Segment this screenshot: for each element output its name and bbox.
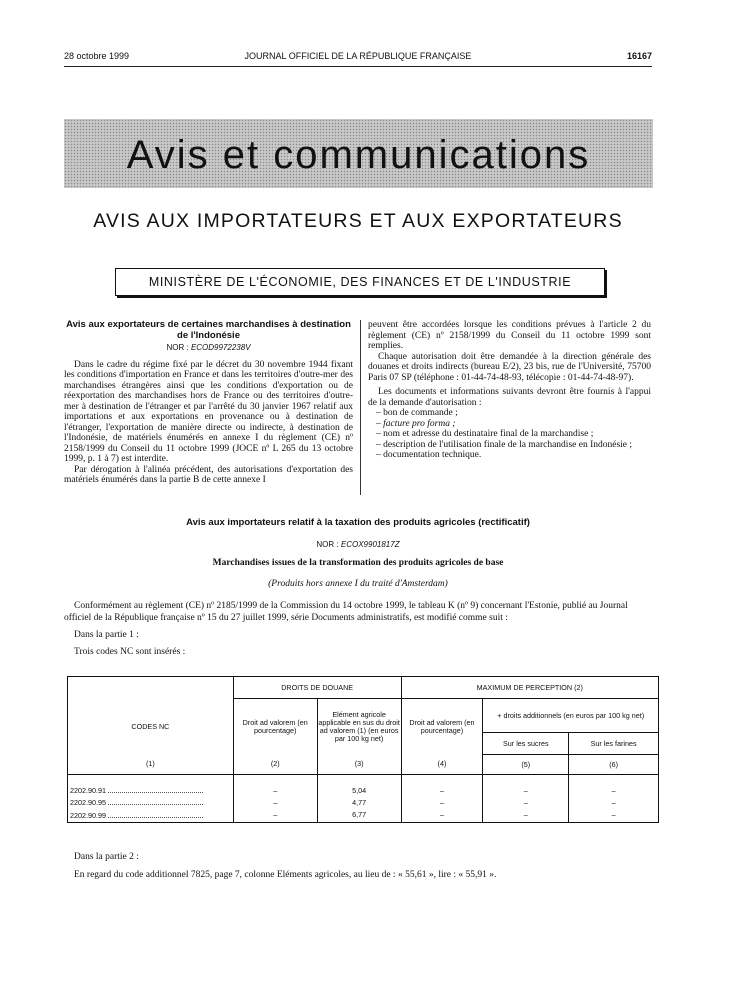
col-number: (5) [483, 755, 569, 775]
notice1-paragraph: Dans le cadre du régime fixé par le décret du 30 novembre 1944 fixant les conditions d'importation en France et dans les territoires d'outre-mer des marchandises étrangères ainsi que les conditions d'exportation ou de réexportation des marchandises hors de France ou des territoires d'outre-mer à destination de l'étranger et par l'arrêté du 30 janvier 1967 relatif aux importations et aux exportations en provenance ou à destination de l'étranger, l'exportation de manière directe ou indirecte, à destination de l'Indonésie, de matériels énumérés en annexe I du règlement (CE) nº 2158/1999 du Conseil du 11 octobre 1999 (JOCE nº L 265 du 13 octobre 1999, p. 1 à 7) est interdite. [64, 359, 353, 464]
notice1-paragraph: Par dérogation à l'alinéa précédent, des autorisations d'exportation des matériels énumérés dans la partie B de cette annexe I [64, 464, 353, 485]
notice1-paragraph: peuvent être accordées lorsque les conditions prévues à l'article 2 du règlement (CE) nº 2158/1999 du Conseil du 11 octobre 1999 sont remplies. [368, 320, 651, 351]
notice2-paragraph: Conformément au règlement (CE) nº 2185/1999 de la Commission du 14 octobre 1999, le tableau K (nº 9) concernant l'Estonie, publié au Journal officiel de la République française nº 15 du 27 juillet 1999, série Documents administratifs, est modifié comme suit : [64, 600, 628, 623]
documents-list [368, 408, 651, 461]
list-item: – nom et adresse du destinataire final de la marchandise ; [376, 429, 594, 439]
col-header-codes-spacer [68, 733, 234, 755]
notice2-nor [64, 539, 652, 550]
table-row [68, 809, 659, 823]
notice2-paragraph: Trois codes NC sont insérés : [74, 646, 186, 657]
cell: – [233, 785, 317, 797]
notice2-paragraph: En regard du code additionnel 7825, page 7, colonne Eléments agricoles, au lieu de : « 55,61 », lire : « 55,91 ». [74, 870, 497, 880]
cell: – [401, 785, 483, 797]
col-header-sucres: Sur les sucres [483, 733, 569, 755]
col-number: (2) [233, 755, 317, 775]
notice2 [64, 518, 652, 658]
section-banner [64, 119, 653, 188]
cell: – [569, 785, 659, 797]
cell: – [233, 809, 317, 823]
notice1-nor-code: ECOD9972238V [190, 343, 251, 352]
col-group-droits: DROITS DE DOUANE [233, 677, 401, 699]
header-page-number: 16167 [626, 51, 652, 61]
notice2-paragraph: Dans la partie 2 : [74, 852, 139, 862]
notice2-footer [64, 848, 652, 884]
header-date: 28 octobre 1999 [64, 51, 130, 61]
notice1-paragraph: Les documents et informations suivants devront être fournis à l'appui de la demande d'autorisation : [368, 387, 651, 408]
col-header-farines: Sur les farines [569, 733, 659, 755]
list-item: – documentation technique. [376, 450, 482, 460]
list-item: – bon de commande ; [376, 408, 458, 418]
notice2-nor-code: ECOX9901817Z [340, 539, 400, 549]
nc-code: 2202.90.95 [68, 797, 234, 809]
notice1-left-column [64, 320, 353, 486]
list-item: – facture pro forma ; [376, 418, 456, 429]
col-header-droit-ad-valorem: Droit ad valorem (en pourcentage) [233, 699, 317, 755]
notice1-title: Avis aux exportateurs de certaines marchandises à destination de l'Indonésie [66, 319, 351, 341]
notice1-paragraph: Chaque autorisation doit être demandée à la direction générale des douanes et droits indirects (bureau E/2), 23 bis, rue de l'Université, 75700 Paris 07 SP (téléphone : 01-44-74-48-93, télécopie : 01-44-74-48-97). [368, 351, 651, 383]
cell: – [569, 809, 659, 823]
col-header-droit-ad-valorem-2: Droit ad valorem (en pourcentage) [401, 699, 483, 755]
column-separator [360, 320, 361, 495]
col-number: (6) [569, 755, 659, 775]
cell: – [401, 809, 483, 823]
table-row [68, 785, 659, 797]
notice1-nor-label: NOR : [166, 343, 189, 352]
ministry-name: MINISTÈRE DE L'ÉCONOMIE, DES FINANCES ET DE L'INDUSTRIE [148, 275, 572, 289]
col-number: (3) [317, 755, 401, 775]
cell: 4,77 [317, 797, 401, 809]
notice2-title: Avis aux importateurs relatif à la taxation des produits agricoles (rectificatif) [186, 517, 530, 528]
col-header-codes: CODES NC [68, 677, 234, 733]
notice2-subtitle2: (Produits hors annexe I du traité d'Amsterdam) [268, 578, 448, 589]
nc-code: 2202.90.99 [68, 809, 234, 823]
header-journal-title: JOURNAL OFFICIEL DE LA RÉPUBLIQUE FRANÇAISE [244, 51, 472, 61]
section-title: AVIS AUX IMPORTATEURS ET AUX EXPORTATEURS [93, 210, 623, 232]
cell: – [483, 797, 569, 809]
col-group-maximum: MAXIMUM DE PERCEPTION (2) [401, 677, 658, 699]
list-item: – description de l'utilisation finale de la marchandise en Indonésie ; [376, 439, 633, 450]
cell: 5,04 [317, 785, 401, 797]
notice2-paragraph: Dans la partie 1 : [74, 629, 139, 640]
cell: – [569, 797, 659, 809]
nc-codes-table [67, 676, 659, 823]
col-number: (4) [401, 755, 483, 775]
banner-title: Avis et communications [126, 133, 591, 177]
notice1-right-column [368, 320, 651, 461]
nc-code: 2202.90.91 [68, 785, 234, 797]
notice1-nor [64, 343, 353, 354]
page-header [64, 51, 652, 65]
col-header-droits-additionnels: + droits additionnels (en euros par 100 kg net) [483, 699, 659, 733]
col-header-element-agricole: Elément agricole applicable en sus du droit ad valorem (1) (en euros par 100 kg net) [317, 699, 401, 755]
cell: – [483, 785, 569, 797]
notice2-nor-label: NOR : [316, 539, 339, 549]
table-row [68, 797, 659, 809]
notice2-subtitle: Marchandises issues de la transformation des produits agricoles de base [212, 557, 504, 568]
cell: – [483, 809, 569, 823]
cell: – [233, 797, 317, 809]
ministry-box [115, 268, 605, 296]
header-rule [64, 66, 652, 67]
cell: 6,77 [317, 809, 401, 823]
col-number: (1) [68, 755, 234, 775]
cell: – [401, 797, 483, 809]
